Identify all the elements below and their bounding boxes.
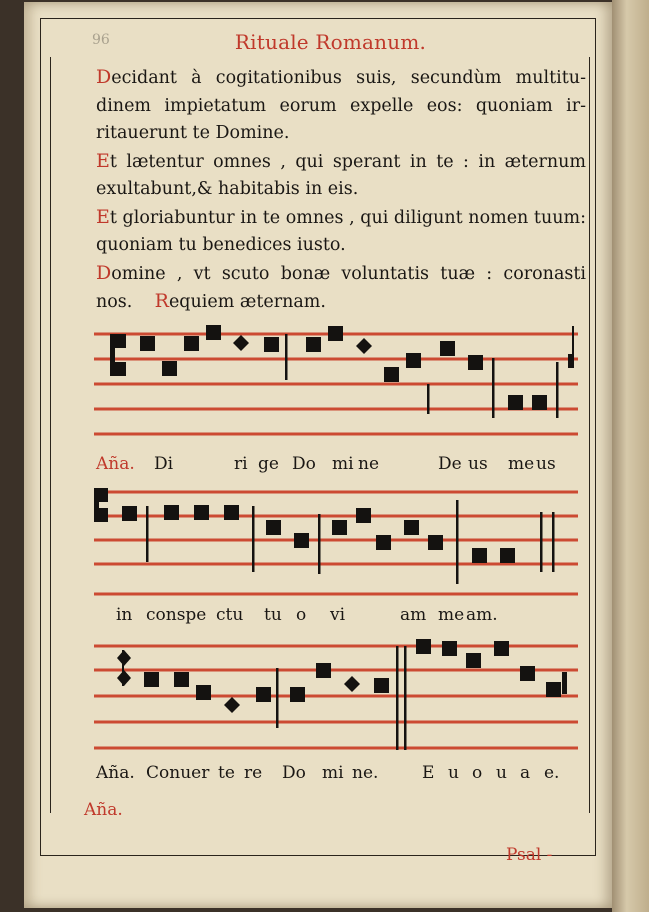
catchword: Psal - [506,845,553,865]
next-page-edge [612,0,649,912]
chant-staff-2 [94,482,578,602]
psalm-text [96,64,586,317]
chant-staff-3 [94,636,578,756]
footer-antiphon-label: Aña. [84,800,123,820]
requiem-text: equiem æternam. [168,292,326,312]
page-number: 96 [92,32,110,48]
running-head: Rituale Romanum. [234,30,427,54]
antiphon-label: Aña. [96,454,135,474]
verse-1: Decidant à cogitationibus suis, secundùm multitu-dinem impietatum eorum expelle eos: quoniam ir-ritauerunt te Domine. [96,66,586,143]
verse-3: Et gloriabuntur in te omnes , qui diligunt nomen tuum: quoniam tu benedices iusto. [96,205,586,255]
verse-2: Et lætentur omnes , qui sperant in te : in æternum exultabunt,& habitabis in eis. [96,149,586,199]
requiem-initial: R [154,290,169,312]
chant-staff-1 [94,322,578,442]
verse-4: Domine , vt scuto bonæ voluntatis tuæ : coronasti nos. Requiem æternam. [96,261,586,312]
